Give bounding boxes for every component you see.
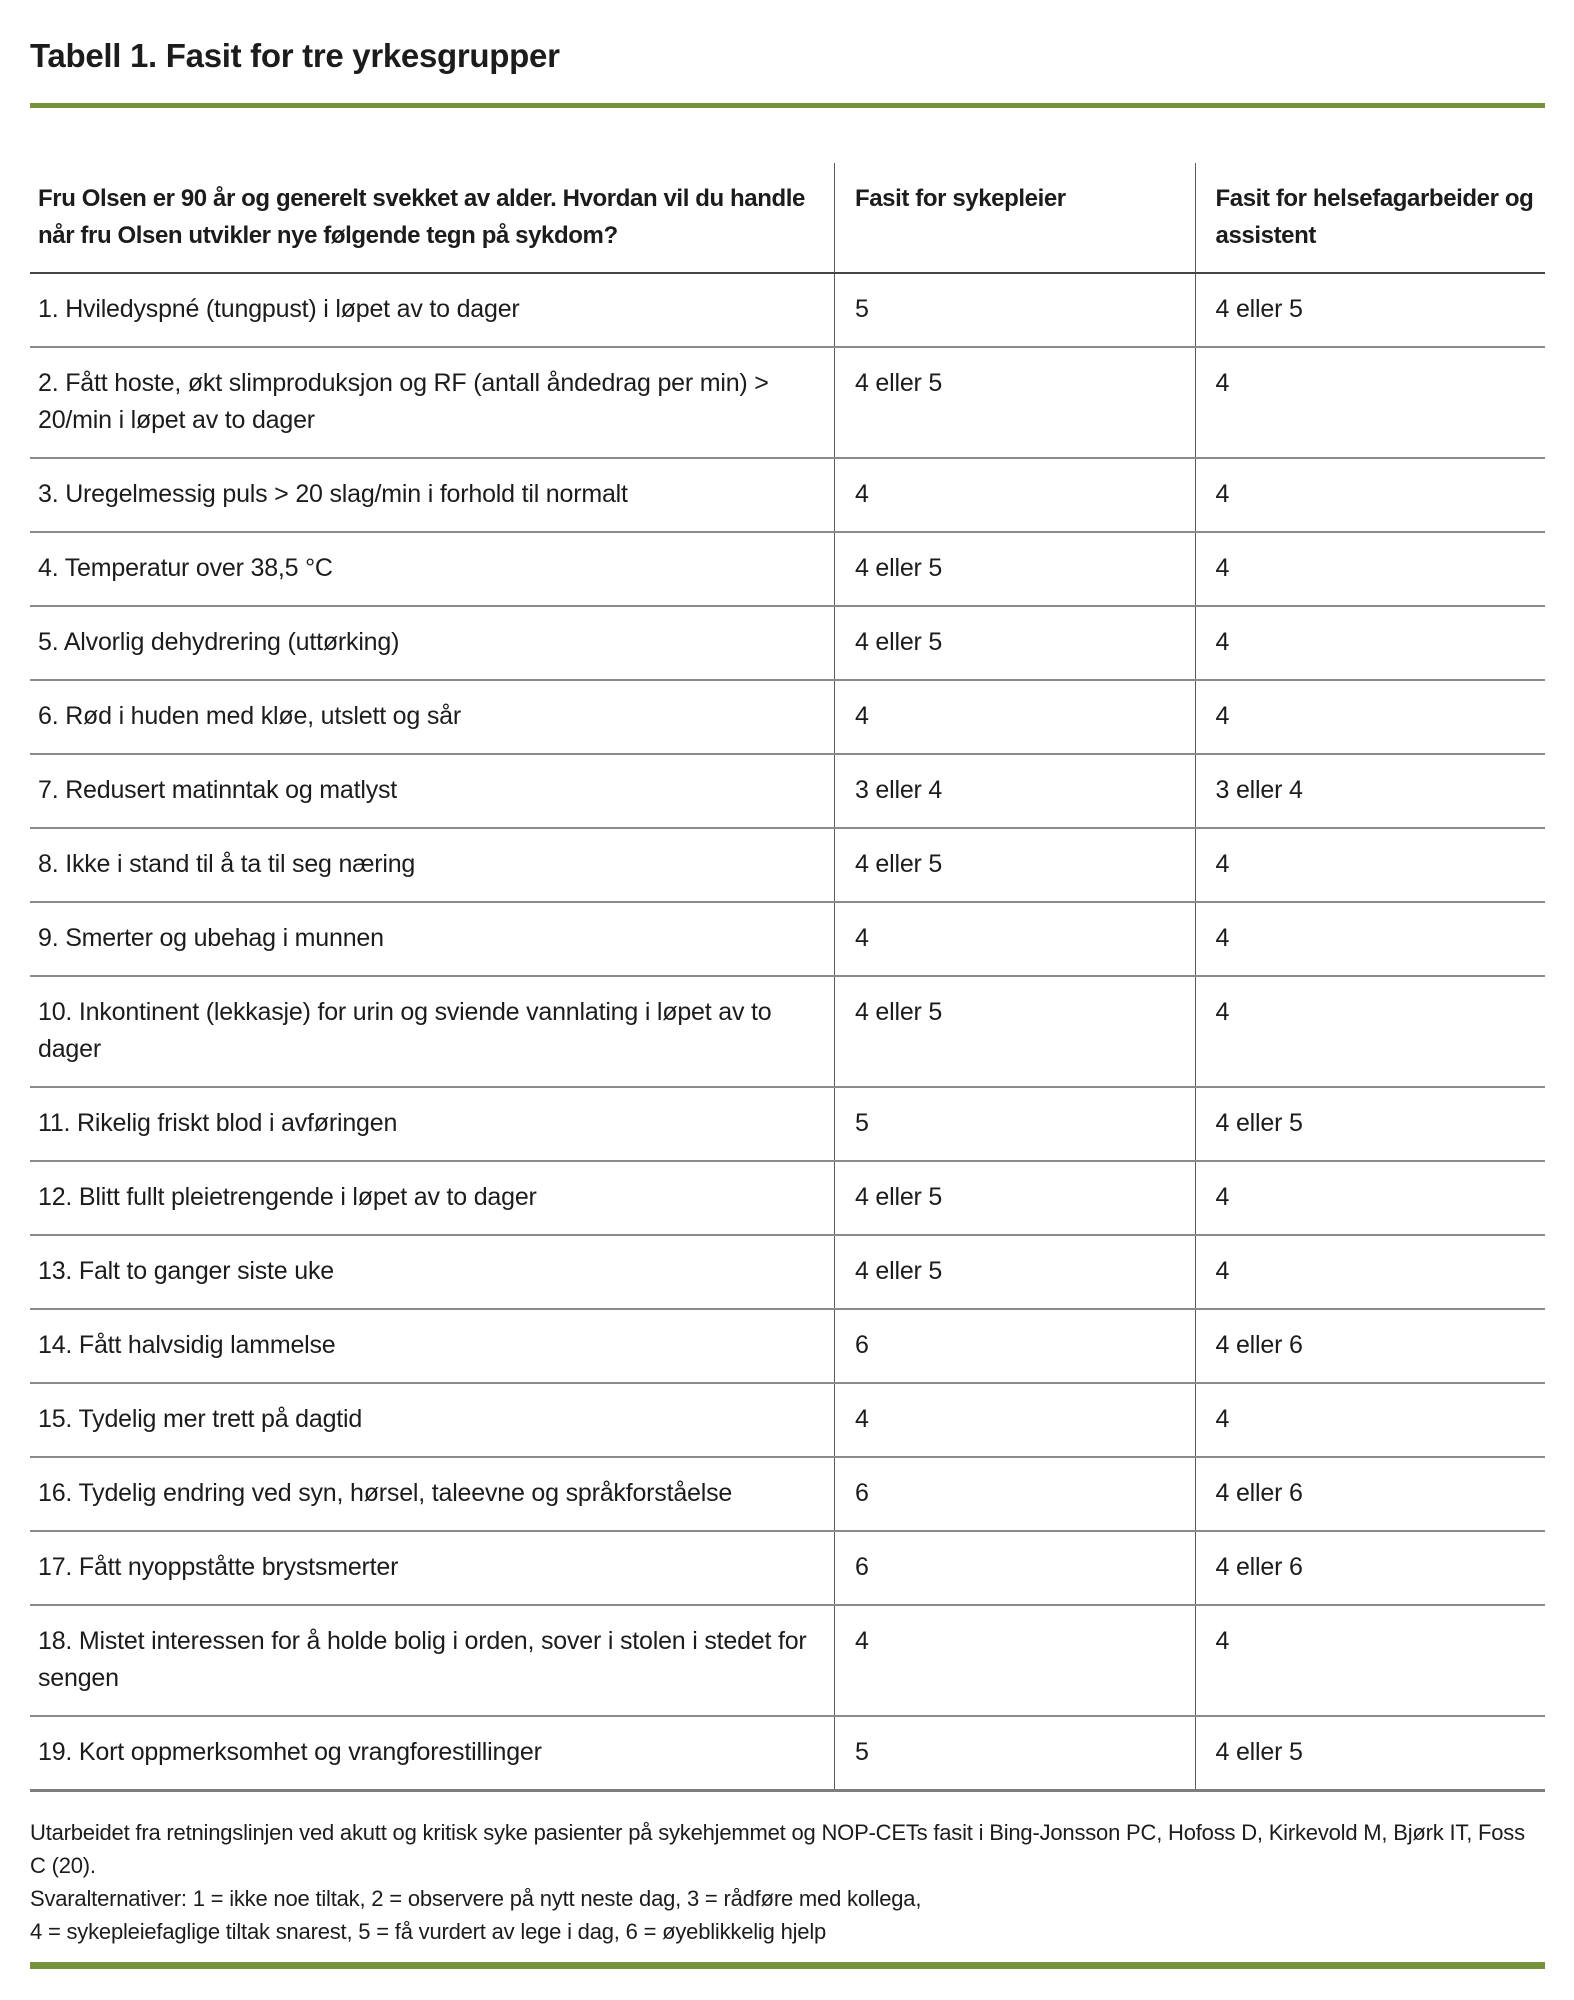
column-header-nurse: Fasit for sykepleier: [834, 163, 1195, 273]
assistant-answer-cell: 4: [1195, 347, 1545, 458]
table-header: [30, 163, 1545, 273]
table-row: [30, 347, 1545, 458]
assistant-answer-cell: 4: [1195, 458, 1545, 532]
assistant-answer-cell: 4: [1195, 532, 1545, 606]
table-row: [30, 273, 1545, 347]
nurse-answer-cell: 5: [834, 273, 1195, 347]
table-title-text: Fasit for tre yrkesgrupper: [165, 37, 560, 74]
nurse-answer-cell: 5: [834, 1087, 1195, 1161]
assistant-answer-cell: 4: [1195, 1605, 1545, 1716]
assistant-answer-cell: 4 eller 6: [1195, 1457, 1545, 1531]
symptom-cell: 18. Mistet interessen for å holde bolig i orden, sover i stolen i stedet for sengen: [30, 1605, 834, 1716]
header-row: [30, 163, 1545, 273]
nurse-answer-cell: 4 eller 5: [834, 828, 1195, 902]
assistant-answer-cell: 4: [1195, 1161, 1545, 1235]
symptom-cell: 13. Falt to ganger siste uke: [30, 1235, 834, 1309]
column-header-assistant: Fasit for helsefagarbeider og assistent: [1195, 163, 1545, 273]
assistant-answer-cell: 4: [1195, 680, 1545, 754]
nurse-answer-cell: 4: [834, 1605, 1195, 1716]
nurse-answer-cell: 4: [834, 1383, 1195, 1457]
table-row: [30, 606, 1545, 680]
assistant-answer-cell: 4 eller 5: [1195, 1087, 1545, 1161]
nurse-answer-cell: 4 eller 5: [834, 1235, 1195, 1309]
table-row: [30, 976, 1545, 1087]
answer-key-table: [30, 163, 1545, 1792]
table-row: [30, 1531, 1545, 1605]
nurse-answer-cell: 5: [834, 1716, 1195, 1791]
nurse-answer-cell: 6: [834, 1457, 1195, 1531]
symptom-cell: 6. Rød i huden med kløe, utslett og sår: [30, 680, 834, 754]
bottom-accent-rule: [30, 1962, 1545, 1969]
assistant-answer-cell: 4: [1195, 1235, 1545, 1309]
nurse-answer-cell: 4: [834, 902, 1195, 976]
top-accent-rule: [30, 103, 1545, 108]
footnotes: [30, 1816, 1545, 1948]
table-row: [30, 1605, 1545, 1716]
symptom-cell: 9. Smerter og ubehag i munnen: [30, 902, 834, 976]
assistant-answer-cell: 4: [1195, 606, 1545, 680]
nurse-answer-cell: 4 eller 5: [834, 347, 1195, 458]
nurse-answer-cell: 4 eller 5: [834, 532, 1195, 606]
symptom-cell: 4. Temperatur over 38,5 °C: [30, 532, 834, 606]
table-row: [30, 680, 1545, 754]
footnote-answer-options-1: Svaralternativer: 1 = ikke noe tiltak, 2 = observere på nytt neste dag, 3 = rådføre med kollega,: [30, 1886, 922, 1911]
symptom-cell: 12. Blitt fullt pleietrengende i løpet av to dager: [30, 1161, 834, 1235]
assistant-answer-cell: 4 eller 6: [1195, 1309, 1545, 1383]
table-row: [30, 532, 1545, 606]
column-header-question: Fru Olsen er 90 år og generelt svekket av alder. Hvordan vil du handle når fru Olsen utvikler nye følgende tegn på sykdom?: [30, 163, 834, 273]
nurse-answer-cell: 6: [834, 1309, 1195, 1383]
footnote-source: Utarbeidet fra retningslinjen ved akutt og kritisk syke pasienter på sykehjemmet og NOP-CETs fasit i Bing-Jonsson PC, Hofoss D, Kirkevold M, Bjørk IT, Foss C (20).: [30, 1820, 1525, 1878]
nurse-answer-cell: 4: [834, 458, 1195, 532]
symptom-cell: 11. Rikelig friskt blod i avføringen: [30, 1087, 834, 1161]
table-row: [30, 1161, 1545, 1235]
assistant-answer-cell: 4 eller 5: [1195, 1716, 1545, 1791]
symptom-cell: 1. Hviledyspné (tungpust) i løpet av to dager: [30, 273, 834, 347]
assistant-answer-cell: 4: [1195, 902, 1545, 976]
table-row: [30, 1087, 1545, 1161]
symptom-cell: 3. Uregelmessig puls > 20 slag/min i forhold til normalt: [30, 458, 834, 532]
footnote-answer-options-2: 4 = sykepleiefaglige tiltak snarest, 5 = få vurdert av lege i dag, 6 = øyeblikkelig hjelp: [30, 1919, 827, 1944]
symptom-cell: 14. Fått halvsidig lammelse: [30, 1309, 834, 1383]
symptom-cell: 5. Alvorlig dehydrering (uttørking): [30, 606, 834, 680]
nurse-answer-cell: 4 eller 5: [834, 1161, 1195, 1235]
nurse-answer-cell: 3 eller 4: [834, 754, 1195, 828]
table-row: [30, 1309, 1545, 1383]
table-row: [30, 458, 1545, 532]
page-title: [30, 36, 1545, 76]
symptom-cell: 7. Redusert matinntak og matlyst: [30, 754, 834, 828]
nurse-answer-cell: 4 eller 5: [834, 606, 1195, 680]
assistant-answer-cell: 4: [1195, 1383, 1545, 1457]
symptom-cell: 10. Inkontinent (lekkasje) for urin og sviende vannlating i løpet av to dager: [30, 976, 834, 1087]
symptom-cell: 8. Ikke i stand til å ta til seg næring: [30, 828, 834, 902]
table-row: [30, 1383, 1545, 1457]
nurse-answer-cell: 6: [834, 1531, 1195, 1605]
table-row: [30, 1235, 1545, 1309]
symptom-cell: 17. Fått nyoppståtte brystsmerter: [30, 1531, 834, 1605]
symptom-cell: 16. Tydelig endring ved syn, hørsel, taleevne og språkforståelse: [30, 1457, 834, 1531]
assistant-answer-cell: 4 eller 5: [1195, 273, 1545, 347]
symptom-cell: 2. Fått hoste, økt slimproduksjon og RF (antall åndedrag per min) > 20/min i løpet av to dager: [30, 347, 834, 458]
table-row: [30, 902, 1545, 976]
assistant-answer-cell: 4 eller 6: [1195, 1531, 1545, 1605]
nurse-answer-cell: 4 eller 5: [834, 976, 1195, 1087]
table-row: [30, 828, 1545, 902]
table-row: [30, 754, 1545, 828]
symptom-cell: 15. Tydelig mer trett på dagtid: [30, 1383, 834, 1457]
table-number-label: Tabell 1.: [30, 37, 157, 74]
assistant-answer-cell: 3 eller 4: [1195, 754, 1545, 828]
nurse-answer-cell: 4: [834, 680, 1195, 754]
table-row: [30, 1457, 1545, 1531]
assistant-answer-cell: 4: [1195, 828, 1545, 902]
table-body: [30, 273, 1545, 1791]
symptom-cell: 19. Kort oppmerksomhet og vrangforestillinger: [30, 1716, 834, 1791]
table-row: [30, 1716, 1545, 1791]
assistant-answer-cell: 4: [1195, 976, 1545, 1087]
